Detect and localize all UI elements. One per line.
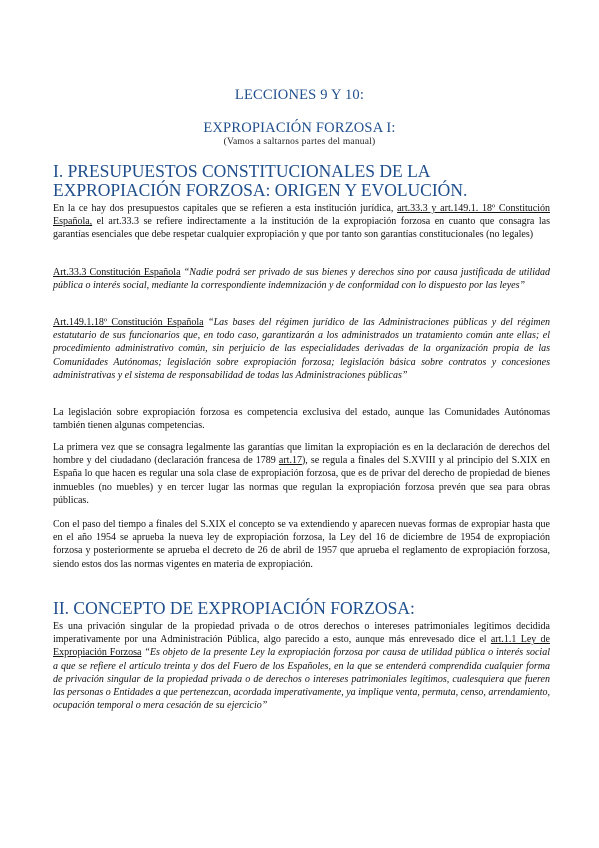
paragraph-art-33-3 xyxy=(53,266,550,292)
paragraph-art-149 xyxy=(53,316,550,382)
p7-text-a: Es una privación singular de la propiedad privada o de otros derechos o intereses patrimoniales legítimos decidida imperativamente por una Administración Pública, algo parecido a esto, aunque más enrevesado dice el xyxy=(53,621,550,646)
art-149-link[interactable]: Art.149.1.18º Constitución Española xyxy=(53,317,204,328)
paragraph-concepto xyxy=(53,620,550,712)
paragraph-evolucion: Con el paso del tiempo a finales del S.XIX el concepto se va extendiendo y aparecen nuevas formas de expropiar hasta que en el año 1954 se aprueba la nueva ley de expropiación forzosa, la Ley del 16 de diciembre de 1954 de expropiación forzosa y posteriormente se aprueba el decreto de 26 de abril de 1957 que aprueba el reglamento de expropiación forzosa, siendo estos dos las normas vigentes en materia de expropiación. xyxy=(53,519,550,570)
topic-note: (Vamos a saltarnos partes del manual) xyxy=(223,137,376,147)
paragraph-presupuestos xyxy=(53,202,550,242)
art-17-link[interactable]: art.17 xyxy=(278,455,302,467)
lessons-heading: LECCIONES 9 Y 10: xyxy=(234,87,365,103)
section-1-title-line2: EXPROPIACIÓN FORZOSA: ORIGEN Y EVOLUCIÓN. xyxy=(53,180,468,200)
p5-text-b: ), se regula a finales del S.XVIII y al principio del S.XIX en España lo que hacen es regular una sola clase de expropiación forzosa, que es de privar del derecho de propiedad de bienes inmuebles (no muebles) y en tercer lugar las normas que regulan la expropiación forzosa prevén que sea para obras públicas. xyxy=(53,455,551,506)
p1-text-b: el art.33.3 se refiere indirectamente a la institución de la expropiación forzosa en cuanto que consagra las garantías esenciales que debe respetar cualquier expropiación y que por tanto son garantías constitucionales (no legales) xyxy=(53,216,550,241)
paragraph-competencia: La legislación sobre expropiación forzosa es competencia exclusiva del estado, aunque las Comunidades Autónomas también tienen algunas competencias. xyxy=(53,407,550,432)
p1-article-link[interactable]: art.33.3 y art.149.1. 18º Constitución Española, xyxy=(53,203,550,228)
lef-art-1-quote: “Es objeto de la presente Ley la expropiación forzosa por causa de utilidad pública o interés social a que se refiere el artículo treinta y dos del Fuero de los Españoles, en la que se entenderá comprendida cualquier forma de privación singular de la propiedad privada o de derechos o intereses patrimoniales legítimos, cualesquiera que fueren las personas o Entidades a que pertenezcan, acordada imperativamente, ya implique venta, permuta, censo, arrendamiento, ocupación temporal o mera cesación de su ejercicio” xyxy=(53,647,550,712)
art-33-3-quote: “Nadie podrá ser privado de sus bienes y derechos sino por causa justificada de utilidad pública o interés social, mediante la correspondiente indemnización y de conformidad con lo dispuesto por las leyes” xyxy=(53,267,550,292)
p5-text-a: La primera vez que se consagra legalmente las garantías que limitan la expropiación es en la declaración de derechos del hombre y del ciudadano (declaración francesa de 1789 xyxy=(53,442,550,467)
paragraph-historia xyxy=(53,441,550,507)
section-2-title: II. CONCEPTO DE EXPROPIACIÓN FORZOSA: xyxy=(53,598,415,618)
lef-art-1-link[interactable]: art.1.1 Ley de Expropiación Forzosa xyxy=(53,634,550,659)
section-1-title xyxy=(53,162,467,200)
topic-heading: EXPROPIACIÓN FORZOSA I: xyxy=(203,120,396,136)
section-1-title-line1: I. PRESUPUESTOS CONSTITUCIONALES DE LA xyxy=(53,161,431,181)
p1-text-a: En la ce hay dos presupuestos capitales que se refieren a esta institución jurídica, xyxy=(53,203,398,214)
art-33-3-link[interactable]: Art.33.3 Constitución Española xyxy=(53,267,181,278)
art-149-quote: “Las bases del régimen jurídico de las Administraciones públicas y del régimen estatutario de sus funcionarios que, en todo caso, garantizarán a los administrados un tratamiento común ante ellas; el procedimiento administrativo común, sin perjuicio de las especialidades derivadas de la organización propia de las Comunidades Autónomas; legislación sobre expropiación forzosa; legislación básica sobre contratos y concesiones administrativas y el sistema de responsabilidad de todas las Administraciones públicas” xyxy=(53,317,551,381)
